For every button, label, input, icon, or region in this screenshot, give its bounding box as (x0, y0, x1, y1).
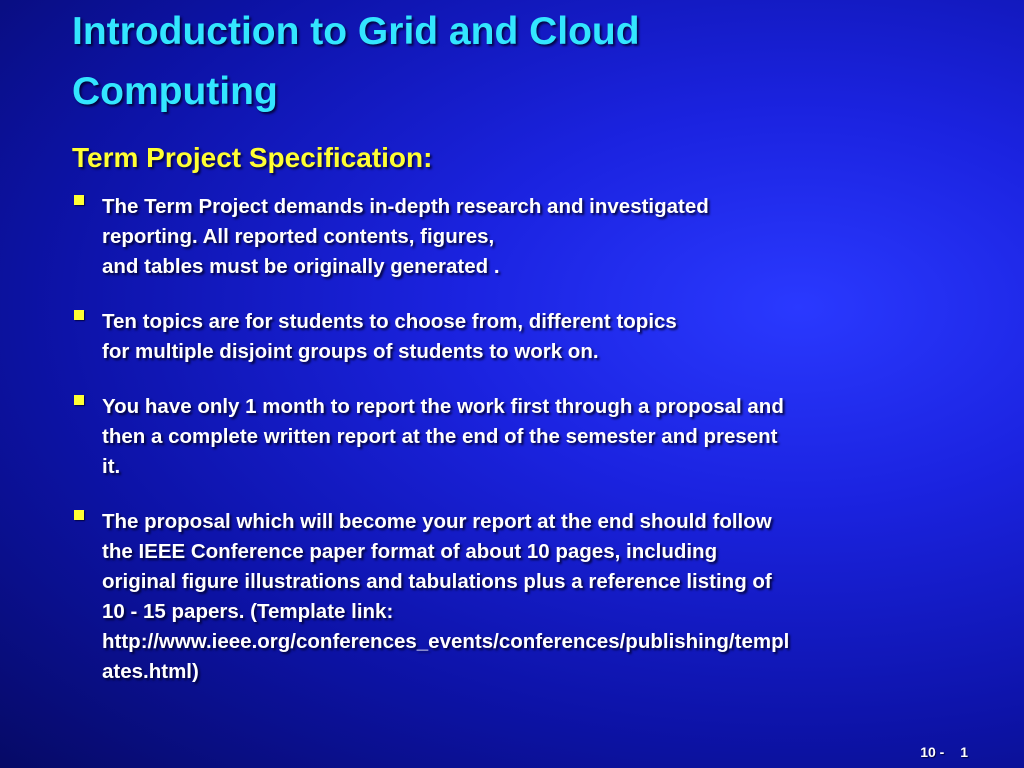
bullet-line: 10 - 15 papers. (Template link: (102, 600, 394, 623)
slide-title (72, 2, 832, 122)
slide-title-line-1: Introduction to Grid and Cloud (72, 10, 640, 53)
bullet-line: and tables must be originally generated . (102, 255, 500, 278)
page-number: 1 (960, 744, 968, 760)
square-bullet-icon (74, 510, 84, 520)
template-link-continued[interactable]: ates.html) (102, 660, 199, 683)
square-bullet-icon (74, 310, 84, 320)
bullet-line: original figure illustrations and tabulations plus a reference listing of (102, 570, 772, 593)
template-link[interactable]: http://www.ieee.org/conferences_events/conferences/publishing/templ (102, 630, 790, 653)
slide-title-line-2: Computing (72, 70, 278, 113)
bullet-line: the IEEE Conference paper format of about 10 pages, including (102, 540, 718, 563)
bullet-line: for multiple disjoint groups of students to work on. (102, 340, 599, 363)
slide-subtitle: Term Project Specification: (72, 142, 433, 173)
bullet-line: reporting. All reported contents, figures, (102, 225, 495, 248)
bullet-line: it. (102, 455, 121, 478)
bullet-item (72, 302, 972, 372)
bullet-line: You have only 1 month to report the work first through a proposal and (102, 395, 784, 418)
bullet-item (72, 502, 972, 692)
bullet-line: The proposal which will become your report at the end should follow (102, 510, 772, 533)
bullet-line: The Term Project demands in-depth research and investigated (102, 195, 709, 218)
bullet-line: Ten topics are for students to choose from, different topics (102, 310, 677, 333)
slide-number (908, 744, 968, 760)
bullet-item (72, 387, 972, 487)
square-bullet-icon (74, 195, 84, 205)
bullet-item (72, 187, 972, 287)
bullet-list (72, 187, 972, 707)
chapter-number: 10 - (920, 744, 945, 760)
bullet-line: then a complete written report at the end of the semester and present (102, 425, 778, 448)
square-bullet-icon (74, 395, 84, 405)
